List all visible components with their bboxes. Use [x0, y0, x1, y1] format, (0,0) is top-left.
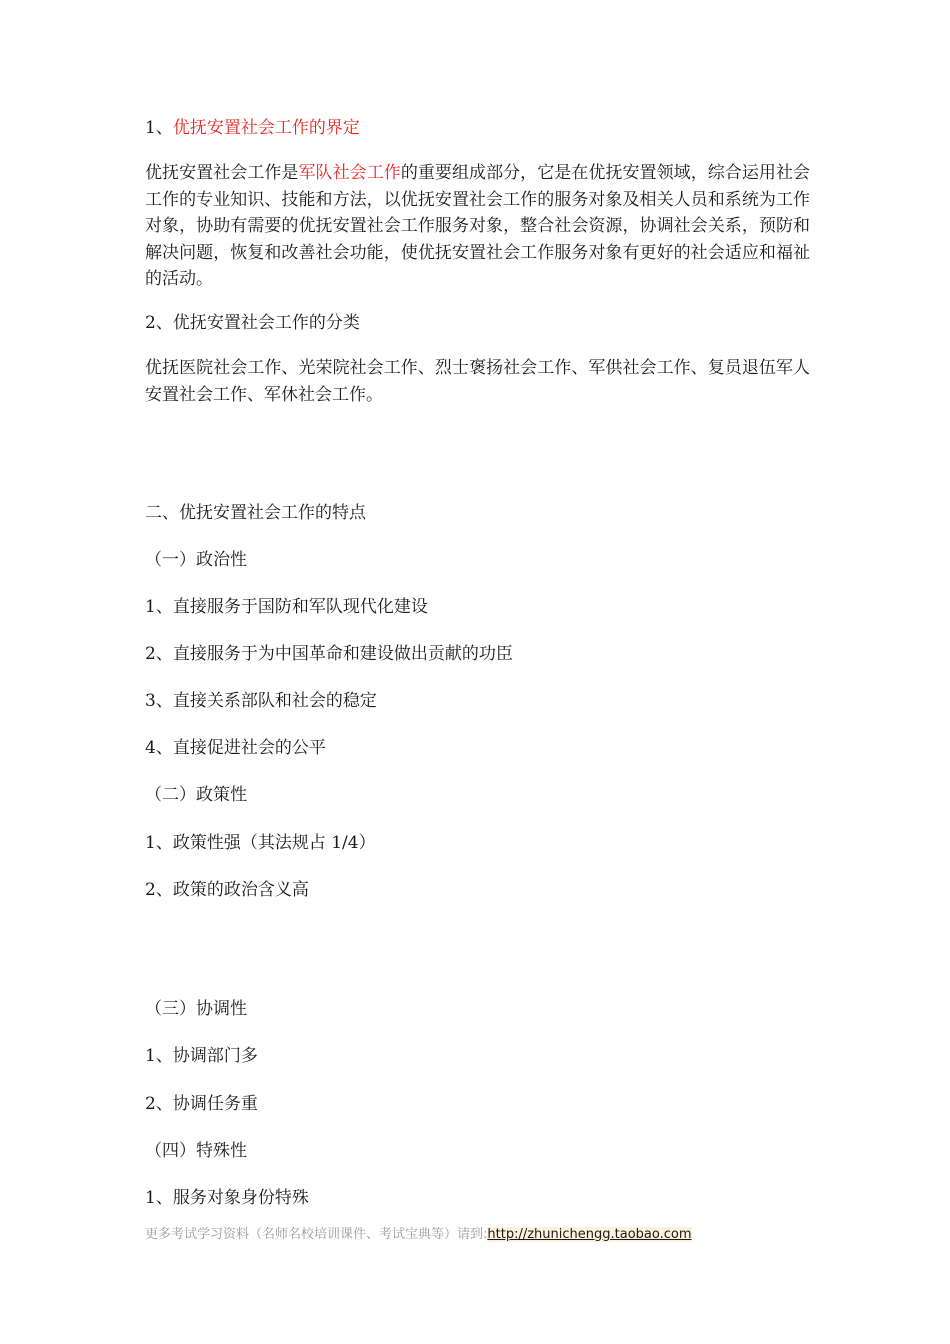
coordination-title: （三）协调性	[145, 999, 247, 1019]
section1-paragraph-rest: 的重要组成部分，它是在优抚安置领域，综合运用社会工作的专业知识、技能和方法，以优抚安置社会工作的服务对象及相关人员和系统为工作对象，协助有需要的优抚安置社会工作服务对象，整合社会资源，协调社会关系，预防和解决问题，恢复和改善社会功能，使优抚安置社会工作服务对象有更好的社会适应和福祉的活动。	[145, 163, 811, 289]
list-item: 3、直接关系部队和社会的稳定	[145, 691, 377, 711]
list-item: 2、政策的政治含义高	[145, 880, 309, 900]
section1-paragraph-start: 优抚安置社会工作是	[145, 163, 299, 183]
section1-heading	[145, 115, 810, 141]
footer-text: 更多考试学习资料（名师名校培训课件、考试宝典等）请到:	[145, 1227, 488, 1242]
special-title: （四）特殊性	[145, 1141, 247, 1161]
list-item: 1、协调部门多	[145, 1046, 258, 1066]
section2-heading: 2、优抚安置社会工作的分类	[145, 313, 360, 333]
footer-link[interactable]: http://zhunichengg.taobao.com	[487, 1227, 692, 1242]
political-title: （一）政治性	[145, 550, 247, 570]
list-item: 1、直接服务于国防和军队现代化建设	[145, 597, 428, 617]
section1-paragraph	[145, 160, 810, 293]
list-item: 4、直接促进社会的公平	[145, 738, 326, 758]
features-heading: 二、优抚安置社会工作的特点	[145, 503, 366, 523]
section1-heading-number: 1、	[145, 118, 173, 138]
footer-note	[145, 1225, 692, 1245]
military-social-work-link[interactable]: 军队社会工作	[298, 163, 401, 183]
list-item: 1、政策性强（其法规占 1/4）	[145, 833, 376, 853]
list-item: 2、直接服务于为中国革命和建设做出贡献的功臣	[145, 644, 513, 664]
section2-paragraph: 优抚医院社会工作、光荣院社会工作、烈士褒扬社会工作、军供社会工作、复员退伍军人安置社会工作、军休社会工作。	[145, 358, 810, 405]
list-item: 1、服务对象身份特殊	[145, 1188, 309, 1208]
list-item: 2、协调任务重	[145, 1094, 258, 1114]
section1-heading-title: 优抚安置社会工作的界定	[172, 118, 360, 138]
policy-title: （二）政策性	[145, 785, 247, 805]
